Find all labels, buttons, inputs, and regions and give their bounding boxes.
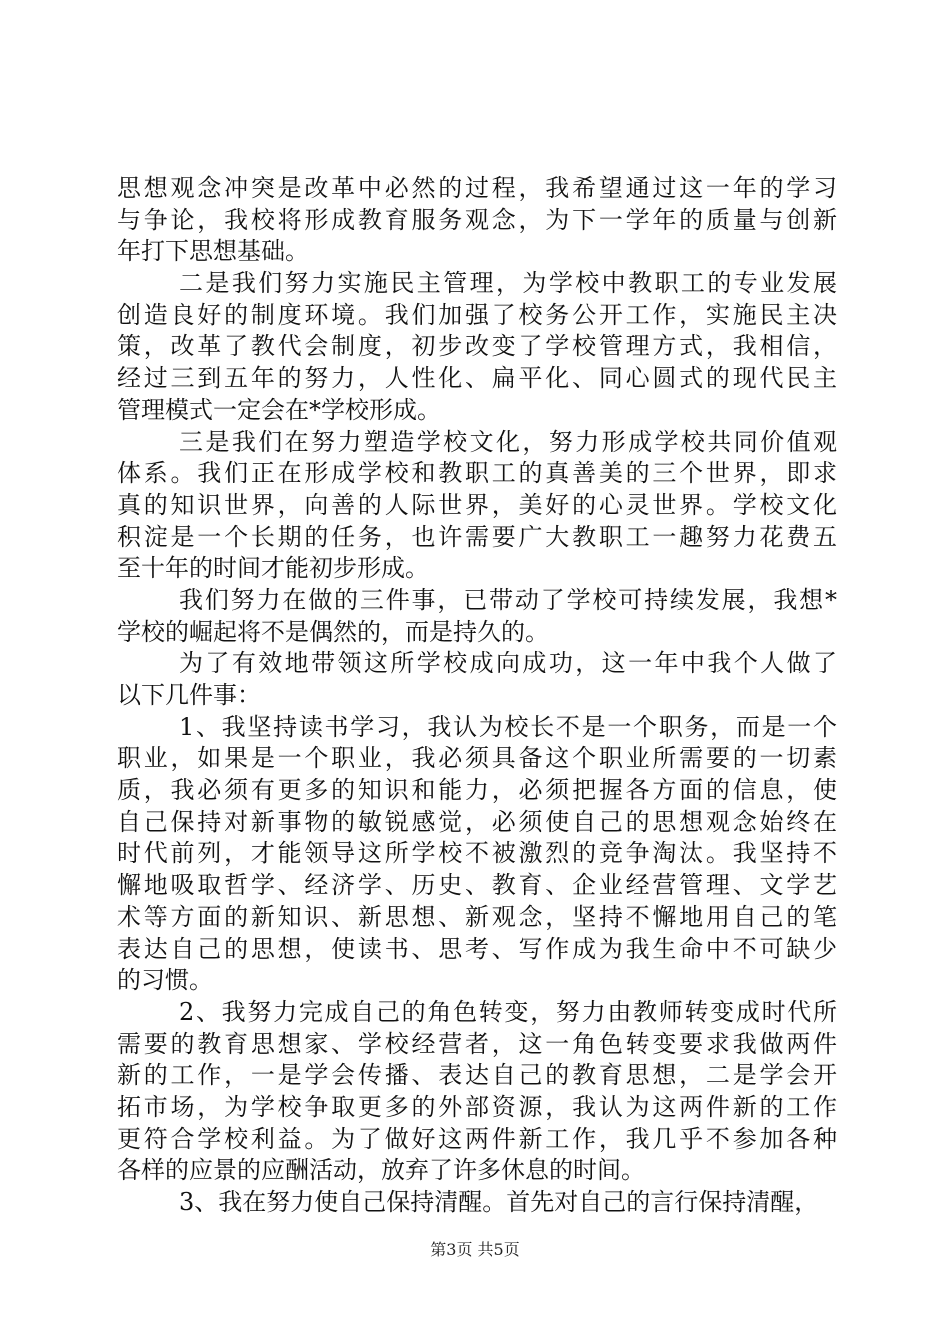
text-line: 策，改革了教代会制度，初步改变了学校管理方式，我相信， — [117, 332, 837, 361]
text-line: 更符合学校利益。为了做好这两件新工作，我几乎不参加各种 — [117, 1124, 837, 1153]
text-line: 思想观念冲突是改革中必然的过程，我希望通过这一年的学习 — [117, 174, 837, 202]
text-line: 2、我努力完成自己的角色转变，努力由教师转变成时代所 — [179, 997, 837, 1026]
text-line: 拓市场，为学校争取更多的外部资源，我认为这两件新的工作 — [117, 1092, 837, 1121]
page-footer: 第3页 共5页 — [430, 1240, 520, 1259]
text-line: 积淀是一个长期的任务，也许需要广大教职工一趣努力花费五 — [117, 522, 837, 551]
text-line: 体系。我们正在形成学校和教职工的真善美的三个世界，即求 — [117, 459, 837, 488]
text-line: 懈地吸取哲学、经济学、历史、教育、企业经营管理、文学艺 — [117, 871, 837, 900]
text-line: 年打下思想基础。 — [117, 237, 309, 266]
text-line: 术等方面的新知识、新思想、新观念，坚持不懈地用自己的笔 — [117, 902, 837, 931]
text-line: 真的知识世界，向善的人际世界，美好的心灵世界。学校文化 — [117, 490, 837, 519]
text-line: 质，我必须有更多的知识和能力，必须把握各方面的信息，使 — [117, 776, 837, 805]
document-body — [117, 173, 837, 1219]
text-line: 各样的应景的应酬活动，放弃了许多休息的时间。 — [117, 1156, 645, 1185]
paragraph — [117, 648, 837, 711]
text-line: 以下几件事： — [117, 681, 261, 709]
text-line: 需要的教育思想家、学校经营者，这一角色转变要求我做两件 — [117, 1029, 837, 1058]
text-line: 学校的崛起将不是偶然的，而是持久的。 — [117, 617, 549, 646]
text-line: 时代前列，才能领导这所学校不被激烈的竞争淘汰。我坚持不 — [117, 839, 837, 868]
text-line: 创造良好的制度环境。我们加强了校务公开工作，实施民主决 — [117, 300, 837, 329]
text-line: 二是我们努力实施民主管理，为学校中教职工的专业发展 — [179, 269, 837, 298]
paragraph — [117, 173, 837, 268]
paragraph — [117, 585, 837, 648]
paragraph — [117, 268, 837, 426]
text-line: 至十年的时间才能初步形成。 — [117, 554, 429, 583]
text-line: 三是我们在努力塑造学校文化，努力形成学校共同价值观 — [179, 427, 837, 456]
text-line: 1、我坚持读书学习，我认为校长不是一个职务，而是一个 — [179, 712, 837, 741]
text-line: 与争论，我校将形成教育服务观念，为下一学年的质量与创新 — [117, 205, 837, 234]
text-line: 我们努力在做的三件事，已带动了学校可持续发展，我想* — [179, 585, 837, 614]
text-line: 职业，如果是一个职业，我必须具备这个职业所需要的一切素 — [117, 744, 837, 773]
paragraph — [117, 1187, 837, 1219]
text-line: 自己保持对新事物的敏锐感觉，必须使自己的思想观念始终在 — [117, 807, 837, 836]
text-line: 新的工作，一是学会传播、表达自己的教育思想，二是学会开 — [117, 1061, 837, 1090]
paragraph — [117, 997, 837, 1187]
text-line: 3、我在努力使自己保持清醒。首先对自己的言行保持清醒， — [179, 1188, 819, 1216]
text-line: 管理模式一定会在*学校形成。 — [117, 395, 441, 424]
text-line: 的习惯。 — [117, 966, 213, 995]
text-line: 经过三到五年的努力，人性化、扁平化、同心圆式的现代民主 — [117, 364, 837, 393]
text-line: 为了有效地带领这所学校成向成功，这一年中我个人做了 — [179, 649, 837, 678]
paragraph — [117, 712, 837, 997]
text-line: 表达自己的思想，使读书、思考、写作成为我生命中不可缺少 — [117, 934, 837, 963]
paragraph — [117, 427, 837, 585]
